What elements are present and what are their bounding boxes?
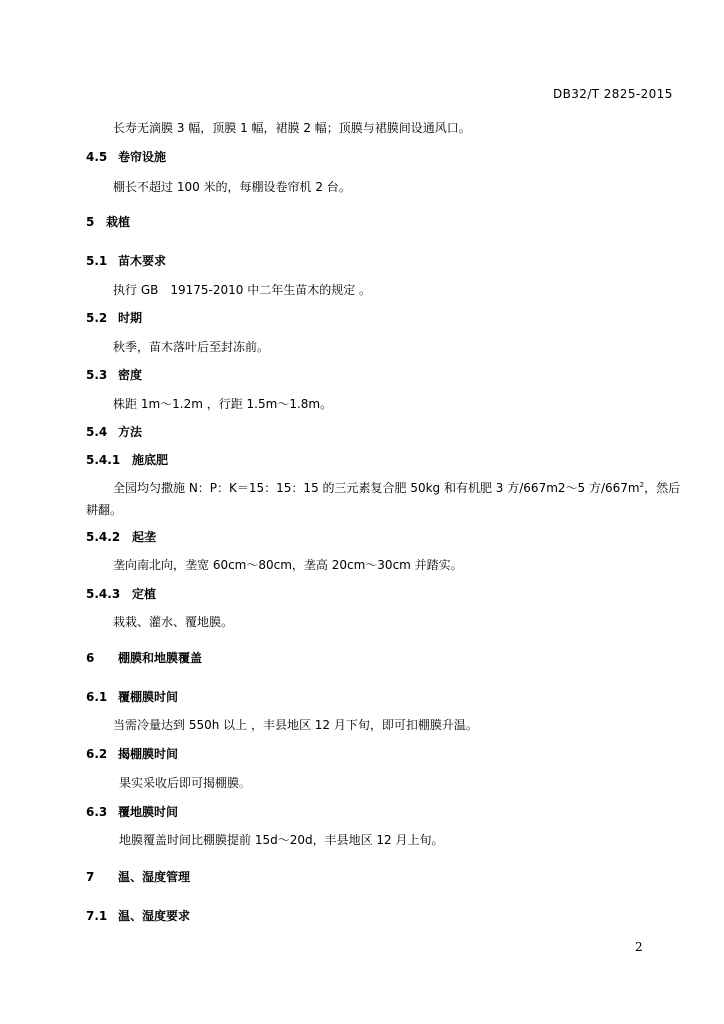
section-number: 6.2 — [86, 747, 108, 761]
section-title: 卷帘设施 — [118, 150, 167, 164]
paragraph-seedling-requirement: 执行 GB 19175-2010 中二年生苗木的规定 。 — [113, 283, 372, 297]
heading-5-4-2 — [86, 528, 156, 545]
section-title: 棚膜和地膜覆盖 — [118, 651, 203, 665]
section-number: 7.1 — [86, 909, 108, 923]
section-title: 施底肥 — [132, 453, 169, 467]
heading-5-4 — [86, 423, 142, 440]
section-title: 苗木要求 — [118, 254, 167, 268]
section-number: 4.5 — [86, 150, 108, 164]
paragraph-cover-ground-film: 地膜覆盖时间比棚膜提前 15d～20d，丰县地区 12 月上旬。 — [119, 833, 444, 847]
fertilizer-text-tail: ，然后 — [644, 481, 681, 495]
section-title: 栽植 — [106, 215, 131, 229]
section-title: 覆棚膜时间 — [118, 690, 179, 704]
heading-5 — [86, 213, 130, 230]
paragraph-density: 株距 1m～1.2m ，行距 1.5m～1.8m。 — [113, 397, 333, 411]
superscript-2: 2 — [639, 481, 645, 489]
section-number: 5.4.3 — [86, 587, 121, 601]
red-period-mark: 。 — [239, 776, 252, 790]
paragraph-roller-shade: 棚长不超过 100 米的，每棚设卷帘机 2 台。 — [113, 180, 351, 194]
section-number: 6 — [86, 651, 95, 665]
section-title: 时期 — [118, 311, 143, 325]
section-title: 覆地膜时间 — [118, 805, 179, 819]
paragraph-cover-shed-film: 当需冷量达到 550h 以上 ，丰县地区 12 月下旬，即可扣棚膜升温。 — [113, 718, 478, 732]
section-title: 定植 — [132, 587, 157, 601]
section-number: 5.4.1 — [86, 453, 121, 467]
heading-6-2 — [86, 745, 178, 762]
section-title: 方法 — [118, 425, 143, 439]
document-code-header: DB32/T 2825-2015 — [553, 87, 673, 101]
section-title: 起垄 — [132, 530, 157, 544]
heading-5-4-1 — [86, 451, 168, 468]
heading-5-4-3 — [86, 585, 156, 602]
section-number: 5.1 — [86, 254, 108, 268]
paragraph-planting-period: 秋季，苗木落叶后至封冻前。 — [113, 340, 270, 354]
section-number: 5 — [86, 215, 95, 229]
section-number: 7 — [86, 870, 95, 884]
paragraph-film-specs: 长寿无滴膜 3 幅，顶膜 1 幅，裙膜 2 幅；顶膜与裙膜间设通风口。 — [113, 121, 471, 135]
heading-5-1 — [86, 252, 166, 269]
section-number: 5.3 — [86, 368, 108, 382]
paragraph-transplanting: 栽栽、灌水、覆地膜。 — [113, 615, 234, 629]
section-number: 5.4.2 — [86, 530, 121, 544]
heading-4-5 — [86, 148, 166, 165]
section-title: 温、湿度要求 — [118, 909, 191, 923]
section-number: 5.2 — [86, 311, 108, 325]
paragraph-remove-shed-film — [119, 774, 251, 791]
heading-6 — [86, 649, 202, 666]
paragraph-base-fertilizer-cont: 耕翻。 — [86, 503, 123, 517]
section-title: 揭棚膜时间 — [118, 747, 179, 761]
section-number: 6.3 — [86, 805, 108, 819]
page-number: 2 — [635, 940, 643, 954]
heading-7-1 — [86, 907, 190, 924]
section-number: 5.4 — [86, 425, 108, 439]
section-number: 6.1 — [86, 690, 108, 704]
heading-7 — [86, 868, 190, 885]
paragraph-ridging: 垄向南北向，垄宽 60cm～80cm，垄高 20cm～30cm 并踏实。 — [113, 558, 463, 572]
heading-6-1 — [86, 688, 178, 705]
section-title: 密度 — [118, 368, 143, 382]
heading-5-2 — [86, 309, 142, 326]
section-title: 温、湿度管理 — [118, 870, 191, 884]
remove-film-text: 果实采收后即可揭棚膜 — [119, 776, 240, 790]
heading-5-3 — [86, 366, 142, 383]
paragraph-base-fertilizer — [113, 479, 680, 496]
heading-6-3 — [86, 803, 178, 820]
fertilizer-text: 全园均匀撒施 N：P：K＝15：15：15 的三元素复合肥 50kg 和有机肥 3 方/667m2～5 方/667m — [113, 481, 640, 495]
